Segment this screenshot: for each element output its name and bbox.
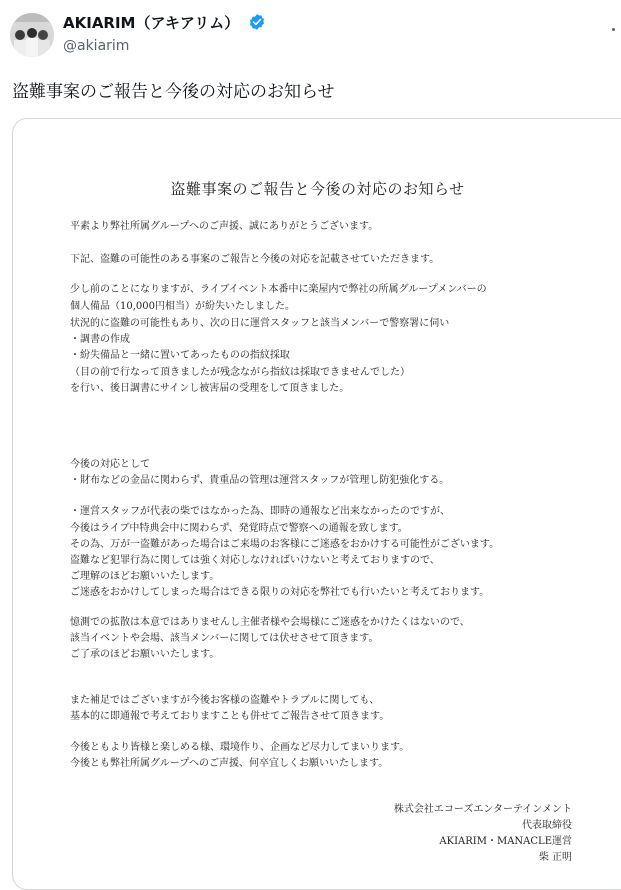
document-line: 個人備品（10,000円相当）が紛失いたしました。 — [70, 301, 295, 312]
display-name-text[interactable]: AKIARIM（アキアリム） — [63, 14, 240, 32]
document-line: 今後はライブ中特典会中に関わらず、発覚時点で警察への通報を致します。 — [70, 523, 408, 534]
document-line: 少し前のことになりますが、ライブイベント本番中に楽屋内で弊社の所属グループメンバーの — [70, 284, 487, 295]
document-line: 基本的に即通報で考えておりますことも併せてご報告させて頂きます。 — [70, 711, 390, 722]
notice-document — [13, 119, 621, 869]
document-line: ・運営スタッフが代表の柴ではなかった為、即時の通報など出来なかったのですが、 — [70, 506, 450, 517]
document-line: を行い、後日調書にサインし被害届の受理をして頂きました。 — [70, 383, 350, 394]
tweet-text: 盗難事案のご報告と今後の対応のお知らせ — [12, 82, 335, 102]
document-line: ・調書の作成 — [70, 334, 130, 345]
tweet-header — [0, 0, 621, 70]
document-line: 今後の対応として — [70, 459, 150, 470]
document-line: 該当イベントや会場、該当メンバーに関しては伏せさせて頂きます。 — [70, 633, 379, 644]
signature-name: 柴 正明 — [538, 852, 572, 863]
more-dots-icon[interactable] — [606, 18, 620, 36]
tweet-image[interactable] — [12, 118, 621, 890]
document-line: 下記、盗難の可能性のある事案のご報告と今後の対応を記載させていただきます。 — [70, 254, 440, 265]
document-line: ご理解のほどお願いいたします。 — [70, 571, 220, 582]
document-line: 平素より弊社所属グループへのご声援、誠にありがとうございます。 — [70, 221, 379, 232]
document-line: 今後ともより皆様と楽しめる様、環境作り、企画など尽力してまいります。 — [70, 742, 410, 753]
document-line: 盗難など犯罪行為に関しては強く対応しなければいけないと考えておりますので、 — [70, 555, 440, 566]
signature-title: 代表取締役 — [522, 820, 572, 831]
document-line: 憶測での拡散は本意ではありませんし主催者様や会場様にご迷惑をかけたくはないので、 — [70, 617, 470, 628]
document-line: ・財布などの金品に関わらず、貴重品の管理は運営スタッフが管理し防犯強化する。 — [70, 475, 450, 486]
document-line: ご迷惑をおかけしてしまった場合はできる限りの対応を弊社でも行いたいと考えております。 — [70, 587, 490, 598]
handle[interactable]: @akiarim — [63, 38, 130, 54]
avatar-image — [10, 13, 54, 57]
document-title: 盗難事案のご報告と今後の対応のお知らせ — [170, 180, 465, 198]
document-line: 今後とも弊社所属グループへのご声援、何卒宜しくお願いいたします。 — [70, 758, 389, 769]
document-line: また補足ではございますが今後お客様の盗難やトラブルに関しても、 — [70, 695, 380, 706]
document-line: 状況的に盗難の可能性もあり、次の日に運営スタッフと該当メンバーで警察署に伺い — [70, 318, 450, 329]
document-line: ご了承のほどお願いいたします。 — [70, 649, 220, 660]
signature-org: AKIARIM・MANACLE運営 — [439, 836, 572, 847]
document-line: ・紛失備品と一緒に置いてあったものの指紋採取 — [70, 350, 290, 361]
verified-badge-icon — [248, 13, 266, 31]
document-line: （目の前で行なって頂きましたが残念ながら指紋は採取できませんでした） — [70, 367, 410, 378]
display-name[interactable] — [63, 13, 266, 33]
avatar[interactable] — [10, 13, 54, 57]
signature-company: 株式会社エコーズエンターテインメント — [393, 804, 572, 815]
document-line: その為、万が一盗難があった場合はご来場のお客様にご迷惑をおかけする可能性がございます。 — [70, 539, 500, 550]
